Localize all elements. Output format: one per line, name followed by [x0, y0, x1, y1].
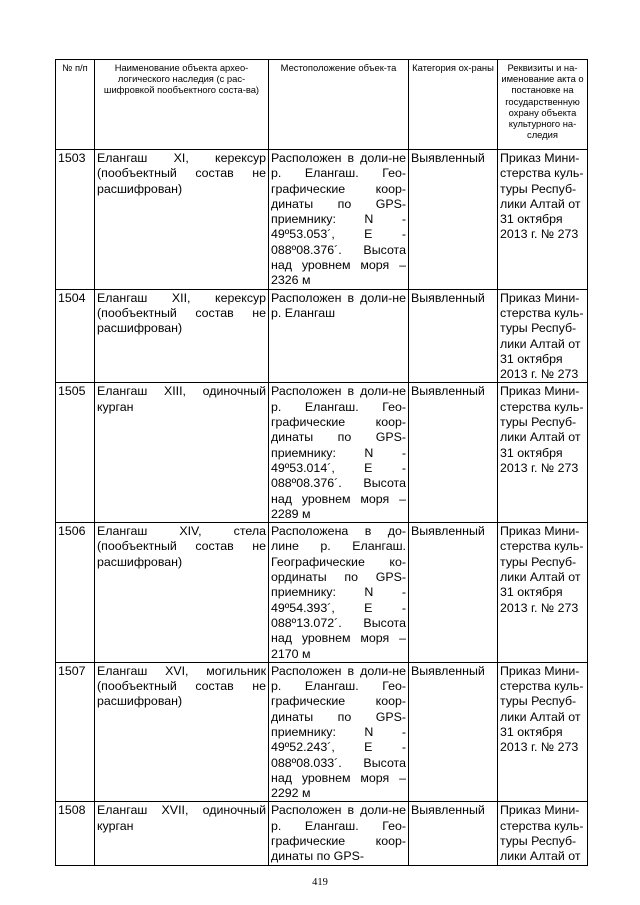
table-row — [56, 150, 588, 290]
object-name: Елангаш XII, керексур (пообъектный состав не расшифрован) — [95, 289, 269, 383]
table-header-row — [56, 60, 588, 150]
protection-category: Выявленный — [409, 523, 498, 663]
page-number: 419 — [312, 877, 328, 888]
object-location: Расположена в до-лине р. Елангаш. Географические ко-ординаты по GPS-приемнику: N - 49º54.393´, E - 088º13.072´. Высота над уровнем моря – 2170 м — [269, 523, 409, 663]
table-row — [56, 802, 588, 865]
act-details: Приказ Мини-стерства куль-туры Респуб-лики Алтай от 31 октября 2013 г. № 273 — [498, 523, 588, 663]
table-row — [56, 383, 588, 523]
protection-category: Выявленный — [409, 383, 498, 523]
header-object-name: Наименование объекта архео-логического наследия (с рас-шифровкой пообъектного соста-ва) — [95, 60, 269, 150]
header-protection-category: Категория ох-раны — [409, 60, 498, 150]
row-number: 1507 — [56, 662, 95, 802]
protection-category: Выявленный — [409, 802, 498, 865]
table-row — [56, 523, 588, 663]
row-number: 1504 — [56, 289, 95, 383]
protection-category: Выявленный — [409, 662, 498, 802]
act-details: Приказ Мини-стерства куль-туры Респуб-лики Алтай от 31 октября 2013 г. № 273 — [498, 662, 588, 802]
object-name: Елангаш XVII, одиночный курган — [95, 802, 269, 865]
act-details: Приказ Мини-стерства куль-туры Респуб-лики Алтай от 31 октября 2013 г. № 273 — [498, 289, 588, 383]
object-location: Расположен в доли-не р. Елангаш — [269, 289, 409, 383]
act-details: Приказ Мини-стерства куль-туры Респуб-лики Алтай от 31 октября 2013 г. № 273 — [498, 150, 588, 290]
header-act-details: Реквизиты и на-именование акта о постановке на государственную охрану объекта культурного на-следия — [498, 60, 588, 150]
protection-category: Выявленный — [409, 150, 498, 290]
object-name: Елангаш XI, керексур (пообъектный состав не расшифрован) — [95, 150, 269, 290]
row-number: 1506 — [56, 523, 95, 663]
heritage-registry-table — [55, 59, 588, 866]
object-location: Расположен в доли-не р. Елангаш. Гео-графические коор-динаты по GPS-приемнику: N - 49º53.053´, E - 088º08.376´. Высота над уровнем моря – 2326 м — [269, 150, 409, 290]
row-number: 1508 — [56, 802, 95, 865]
object-location: Расположен в доли-не р. Елангаш. Гео-графические коор-динаты по GPS- — [269, 802, 409, 865]
header-number: № п/п — [56, 60, 95, 150]
object-location: Расположен в доли-не р. Елангаш. Гео-графические коор-динаты по GPS-приемнику: N - 49º52.243´, E - 088º08.033´. Высота над уровнем моря – 2292 м — [269, 662, 409, 802]
header-location: Местоположение объек-та — [269, 60, 409, 150]
table-row — [56, 289, 588, 383]
table-row — [56, 662, 588, 802]
act-details: Приказ Мини-стерства куль-туры Респуб-лики Алтай от 31 октября 2013 г. № 273 — [498, 383, 588, 523]
row-number: 1503 — [56, 150, 95, 290]
object-name: Елангаш XIII, одиночный курган — [95, 383, 269, 523]
object-name: Елангаш XVI, могильник (пообъектный состав не расшифрован) — [95, 662, 269, 802]
object-name: Елангаш XIV, стела (пообъектный состав не расшифрован) — [95, 523, 269, 663]
object-location: Расположен в доли-не р. Елангаш. Гео-графические коор-динаты по GPS-приемнику: N - 49º53.014´, E - 088º08.376´. Высота над уровнем моря – 2289 м — [269, 383, 409, 523]
row-number: 1505 — [56, 383, 95, 523]
protection-category: Выявленный — [409, 289, 498, 383]
act-details: Приказ Мини-стерства куль-туры Респуб-лики Алтай от — [498, 802, 588, 865]
